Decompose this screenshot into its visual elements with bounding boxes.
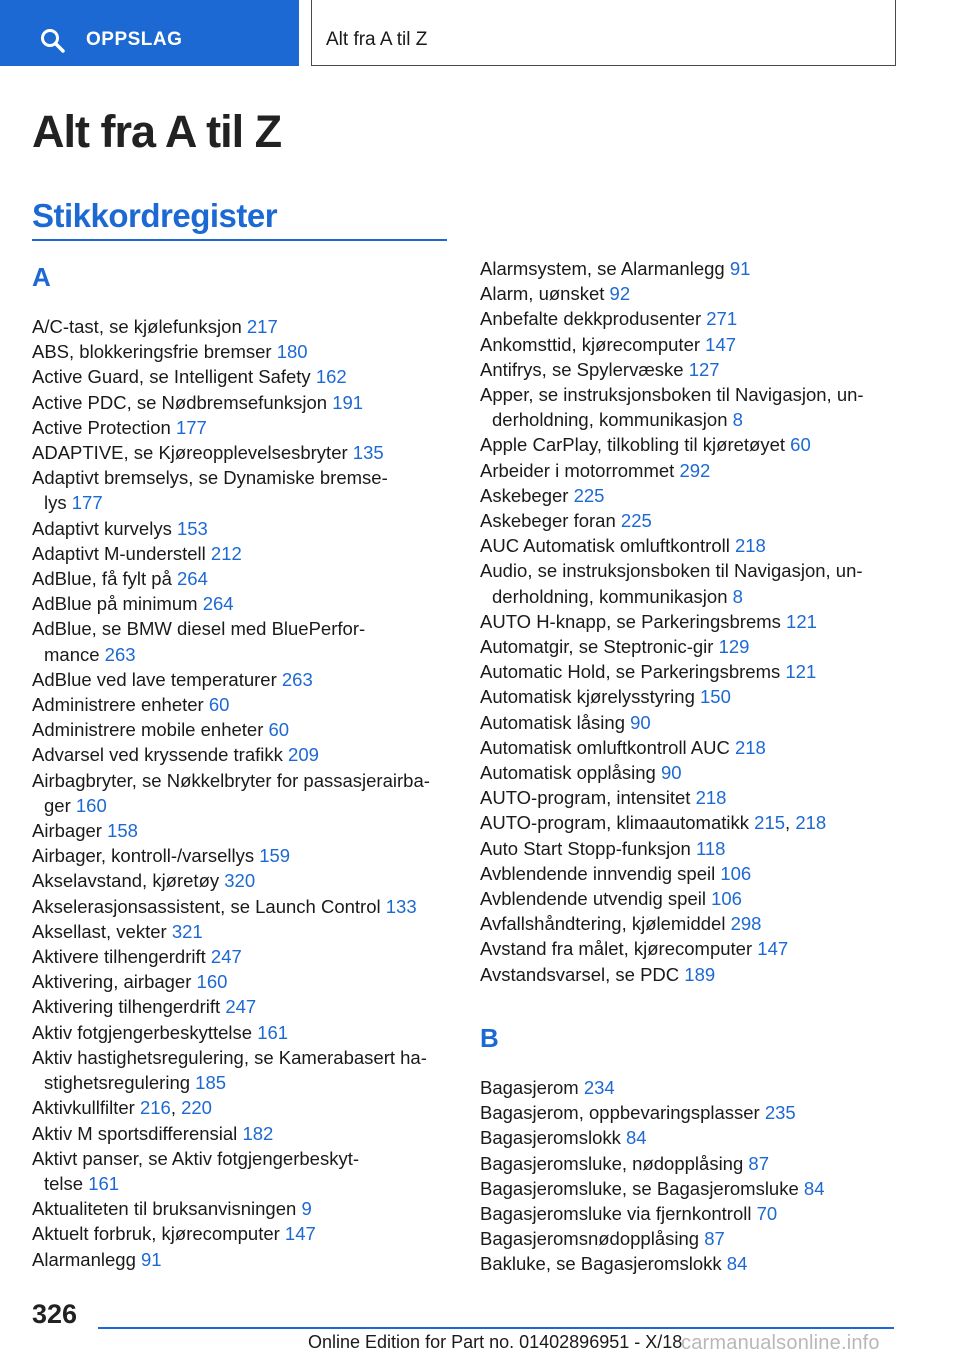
page-reference-link[interactable]: 159 [259,845,291,867]
index-entry-text: stighetsregulering [44,1072,191,1094]
index-entry [32,440,447,465]
index-entry [32,1221,447,1246]
index-entry-text: Alarmanlegg [32,1248,136,1270]
page-reference-link[interactable]: 218 [734,736,766,758]
index-column-left [32,256,447,1272]
index-entry [480,483,895,508]
page-reference-link[interactable]: 247 [210,946,242,968]
index-entry [32,1146,447,1196]
index-entry [32,616,447,666]
index-entry [32,465,447,515]
index-entry-text: Bagasjeromslokk [480,1127,621,1149]
index-entry-text: Avfallshåndtering, kjølemiddel [480,913,726,935]
page-reference-link[interactable]: 162 [315,366,347,388]
index-entry-text: Aktivering tilhengerdrift [32,996,221,1018]
index-entry-text: Automatisk kjørelysstyring [480,686,695,708]
index-entry [480,1100,895,1125]
index-entry [32,969,447,994]
index-entry [32,1247,447,1272]
index-entry-text: Bakluke, se Bagasjeromslokk [480,1253,722,1275]
index-entry [480,962,895,987]
index-entry [32,591,447,616]
index-letter-heading: B [480,1022,499,1053]
index-entry-text: Aktiv fotgjengerbeskyttelse [32,1021,253,1043]
page-reference-link[interactable]: 218 [795,812,827,834]
index-entry-text: ABS, blokkeringsfrie bremser [32,341,272,363]
index-entry [480,1125,895,1150]
index-entry [32,717,447,742]
page-reference-link[interactable]: 118 [695,837,726,859]
index-entry-text: mance [44,643,100,665]
index-entry [480,710,895,735]
page-reference-link[interactable]: 209 [288,744,319,766]
index-entry-text: ger [44,794,71,816]
index-entry-text: Aktivt panser, se Aktiv fotgjengerbeskyt- [32,1147,359,1169]
index-entry [480,735,895,760]
index-entry-text: ADAPTIVE, se Kjøreopplevelsesbryter [32,442,348,464]
index-entry-text: Bagasjerom [480,1076,579,1098]
page-reference-link[interactable]: 84 [726,1253,748,1275]
page-reference-link[interactable]: 160 [196,971,228,993]
index-entry-text: Adaptivt M-understell [32,542,206,564]
page-reference-link[interactable]: 292 [679,459,711,481]
index-entry-text: Active Protection [32,416,171,438]
index-column-right [480,256,895,1277]
page-reference-link[interactable]: 8 [732,409,743,431]
page-reference-link[interactable]: 84 [803,1177,825,1199]
page-reference-link[interactable]: 87 [704,1228,725,1250]
index-entry-text: A/C-tast, se kjølefunksjon [32,316,242,337]
index-entry-text: Bagasjerom, oppbevaringsplasser [480,1102,760,1124]
index-entry [480,432,895,457]
index-entry [480,357,895,382]
index-entry [32,868,447,893]
page-reference-link[interactable]: 264 [202,593,234,615]
index-entry-text: Bagasjeromsnødopplåsing [480,1228,700,1250]
index-entry-text: Aktiv M sportsdifferensial [32,1122,238,1144]
index-entry-text: Automatgir, se Steptronic-gir [480,636,714,658]
page-reference-link[interactable]: 218 [695,787,727,809]
page-reference-link[interactable]: 91 [729,258,751,279]
footer-divider [98,1327,894,1329]
index-entry-text: Alarm, uønsket [480,283,605,305]
search-icon [40,28,66,54]
index-entry-text: Automatic Hold, se Parkeringsbrems [480,661,781,683]
index-entry [480,659,895,684]
page-reference-link[interactable]: 147 [705,333,737,355]
letter-gap [32,294,447,314]
index-entry [480,533,895,558]
index-entry-text: Automatisk låsing [480,711,625,733]
page-reference-link[interactable]: 147 [757,938,789,960]
index-entry-text: Active Guard, se Intelligent Safety [32,366,311,388]
letter-spacer [480,987,895,1017]
index-entry [480,634,895,659]
footer-edition-text: Online Edition for Part no. 01402896951 - X/18 [308,1332,683,1352]
letter-gap [480,1055,895,1075]
index-entry [32,843,447,868]
index-entry [480,861,895,886]
index-entry [32,364,447,389]
page-title: Alt fra A til Z [32,106,282,157]
index-entry [32,692,447,717]
index-entry [480,609,895,634]
page-reference-link[interactable]: 70 [756,1202,778,1224]
section-tab[interactable] [311,0,896,66]
index-entry: AUTO-program, klimaautomatikk 215, 218 [480,812,827,834]
page-reference-link[interactable]: 147 [284,1223,316,1245]
index-entry [32,566,447,591]
index-entry-text: Askebeger [480,484,569,506]
page-reference-link[interactable]: 9 [301,1198,312,1220]
index-entry [480,886,895,911]
index-entry-text: Anbefalte dekkprodusenter [480,308,702,330]
index-entry: Aktivkullfilter 216, 220 [32,1097,212,1119]
index-entry-text: Advarsel ved kryssende trafikk [32,744,283,766]
index-entry-text: Automatisk omluftkontroll AUC [480,736,730,758]
index-entry-text: Aktivkullfilter [32,1097,135,1119]
index-entry [32,1020,447,1045]
index-entry [480,1151,895,1176]
index-entry [480,1075,895,1100]
page-reference-link[interactable]: 91 [141,1248,162,1270]
page-reference-link[interactable]: 121 [786,610,817,632]
index-entry-text: telse [44,1172,84,1194]
page-reference-link[interactable]: 129 [718,636,750,658]
index-entry-text: Apper, se instruksjonsboken til Navigasjon, un- [480,384,864,406]
page-reference-link[interactable]: 87 [748,1152,769,1174]
index-entry-text: Aktivering, airbager [32,971,192,993]
page-reference-link[interactable]: 161 [257,1021,289,1043]
index-entry [32,818,447,843]
index-entry-text: Aktuelt forbruk, kjørecomputer [32,1223,280,1245]
index-entry-text: lys [44,492,67,514]
page-reference-link[interactable]: 212 [210,542,242,564]
index-entry [480,1226,895,1251]
page-reference-link[interactable]: 218 [734,535,766,557]
index-entry-text: Aksellast, vekter [32,920,167,942]
page-reference-link[interactable]: 60 [790,434,811,456]
index-entry-text: Aktualiteten til bruksanvisningen [32,1198,297,1220]
page-reference-link[interactable]: 271 [706,308,738,330]
index-entry [480,1201,895,1226]
index-entry [32,894,447,919]
page-reference-link[interactable]: 153 [176,517,208,539]
watermark: carmanualsonline.info [681,1332,880,1354]
page-reference-link[interactable]: 150 [700,686,731,708]
page-reference-link[interactable]: 321 [171,920,203,942]
index-entry [480,1176,895,1201]
index-entry [32,541,447,566]
index-entry-text: Administrere enheter [32,694,204,716]
page-reference-link[interactable]: 177 [71,492,103,514]
page-reference-link[interactable]: 298 [730,913,762,935]
index-entry-text: AUTO-program, intensitet [480,787,691,809]
index-entry-text: Adaptivt kurvelys [32,517,172,539]
page-reference-link[interactable]: 215 [754,812,786,834]
index-entry-text: Arbeider i motorrommet [480,459,675,481]
index-entry-text: Adaptivt bremselys, se Dynamiske bremse- [32,467,388,489]
index-entry [32,919,447,944]
index-entry-text: AdBlue på minimum [32,593,198,615]
page-reference-link[interactable]: 189 [684,963,716,985]
index-entry-text: Avblendende innvendig speil [480,862,716,884]
index-entry-text: AUTO H-knapp, se Parkeringsbrems [480,610,781,632]
page-reference-link[interactable]: 217 [246,316,278,337]
index-entry [480,256,895,281]
index-entry-text: Akselerasjonsassistent, se Launch Control [32,895,381,917]
top-navigation-bar [0,0,960,66]
page-reference-link[interactable]: 90 [661,762,682,784]
page-reference-link[interactable]: 225 [573,484,605,506]
page-reference-link[interactable]: 225 [620,510,652,532]
index-entry [32,1196,447,1221]
page-reference-link[interactable]: 161 [88,1172,120,1194]
index-entry [480,684,895,709]
index-entry [32,742,447,767]
index-entry-text: AdBlue, se BMW diesel med BluePerfor- [32,618,366,640]
page-reference-link[interactable]: 235 [764,1102,796,1124]
page-reference-link[interactable]: 92 [609,283,631,305]
index-entry [480,382,895,432]
page-reference-link[interactable]: 191 [332,391,364,413]
index-entry-text: Automatisk opplåsing [480,762,656,784]
page-reference-link[interactable]: 106 [711,888,742,910]
index-entry [32,390,447,415]
index-entry-text: Avstand fra målet, kjørecomputer [480,938,753,960]
index-entry-text: derholdning, kommunikasjon [492,409,728,431]
index-entry [480,1251,895,1276]
section-tab-label: Alt fra A til Z [326,29,428,50]
index-entry [480,836,895,861]
index-entry [480,911,895,936]
page-reference-link[interactable]: 60 [208,694,230,716]
page-reference-link[interactable]: 182 [242,1122,274,1144]
index-entry [480,306,895,331]
page-reference-link[interactable]: 8 [732,585,743,607]
page-reference-link[interactable]: 121 [785,661,817,683]
page-number: 326 [32,1299,78,1329]
page-reference-link[interactable]: 234 [583,1076,615,1098]
index-entry-text: Antifrys, se Spylervæske [480,358,684,380]
index-entry-text: AUC Automatisk omluftkontroll [480,535,730,557]
index-entry-text: Bagasjeromsluke, nødopplåsing [480,1152,744,1174]
index-entry-text: Auto Start Stopp-funksjon [480,837,691,859]
page-reference-link[interactable]: 185 [195,1072,227,1094]
index-entry [32,314,447,339]
index-entry [480,332,895,357]
index-entry-text: derholdning, kommunikasjon [492,585,728,607]
index-entry-text: Airbagbryter, se Nøkkelbryter for passasjerairba- [32,769,430,791]
index-entry-text: Akselavstand, kjøretøy [32,870,220,892]
index-entry-text: Airbager, kontroll-/varsellys [32,845,255,867]
page-reference-link[interactable]: 84 [626,1127,647,1149]
page-reference-link[interactable]: 127 [688,358,720,380]
page-reference-link[interactable]: 158 [107,820,138,842]
index-entry-text: Ankomsttid, kjørecomputer [480,333,701,355]
index-entry-text: AUTO-program, klimaautomatikk [480,812,750,834]
page-reference-link[interactable]: 264 [177,568,208,590]
index-entry [32,415,447,440]
index-entry [32,1045,447,1095]
index-entry-text: Avstandsvarsel, se PDC [480,963,680,985]
search-tab[interactable] [0,0,299,66]
index-entry-text: Aktivere tilhengerdrift [32,946,206,968]
index-entry-text: Apple CarPlay, tilkobling til kjøretøyet [480,434,786,456]
index-entry [32,516,447,541]
index-entry [32,339,447,364]
index-entry-text: Audio, se instruksjonsboken til Navigasjon, un- [480,560,863,582]
index-entry [480,936,895,961]
page-reference-link[interactable]: 320 [224,870,256,892]
page-reference-link[interactable]: 90 [630,711,651,733]
index-entry [480,281,895,306]
page-reference-link[interactable]: 180 [276,341,308,363]
search-tab-label: OPPSLAG [86,29,183,50]
page-reference-link[interactable]: 177 [175,416,207,438]
index-entry-text: Askebeger foran [480,510,616,532]
page-reference-link[interactable]: 247 [225,996,257,1018]
page-reference-link[interactable]: 216 [139,1097,171,1119]
index-entry-text: Active PDC, se Nødbremsefunksjon [32,391,328,413]
page-reference-link[interactable]: 263 [104,643,136,665]
page-reference-link[interactable]: 133 [385,895,417,917]
index-entry [480,458,895,483]
index-entry [480,508,895,533]
page-reference-link[interactable]: 160 [75,794,107,816]
index-entry-text: Bagasjeromsluke via fjernkontroll [480,1202,752,1224]
page-reference-link[interactable]: 106 [720,862,752,884]
index-letter-heading: A [32,262,51,292]
index-entry-text: Avblendende utvendig speil [480,888,706,910]
index-entry [32,1121,447,1146]
index-entry-text: AdBlue, få fylt på [32,568,172,590]
index-entry [480,558,895,608]
index-entry [480,760,895,785]
index-entry-text: Bagasjeromsluke, se Bagasjeromsluke [480,1177,799,1199]
section-divider [32,239,447,241]
index-entry [32,944,447,969]
index-entry-text: Administrere mobile enheter [32,719,264,741]
page-reference-link[interactable]: 135 [352,442,384,464]
section-title: Stikkordregister [32,197,278,234]
index-entry-text: Airbager [32,820,102,842]
page-reference-link[interactable]: 220 [181,1097,212,1119]
index-entry-text: Aktiv hastighetsregulering, se Kamerabasert ha- [32,1046,427,1068]
index-entry [480,785,895,810]
page-reference-link[interactable]: 60 [268,719,290,741]
index-entry [32,994,447,1019]
page-reference-link[interactable]: 263 [281,668,313,690]
index-entry-text: AdBlue ved lave temperaturer [32,668,277,690]
index-entry-text: Alarmsystem, se Alarmanlegg [480,258,725,279]
index-entry [32,768,447,818]
index-entry [32,667,447,692]
